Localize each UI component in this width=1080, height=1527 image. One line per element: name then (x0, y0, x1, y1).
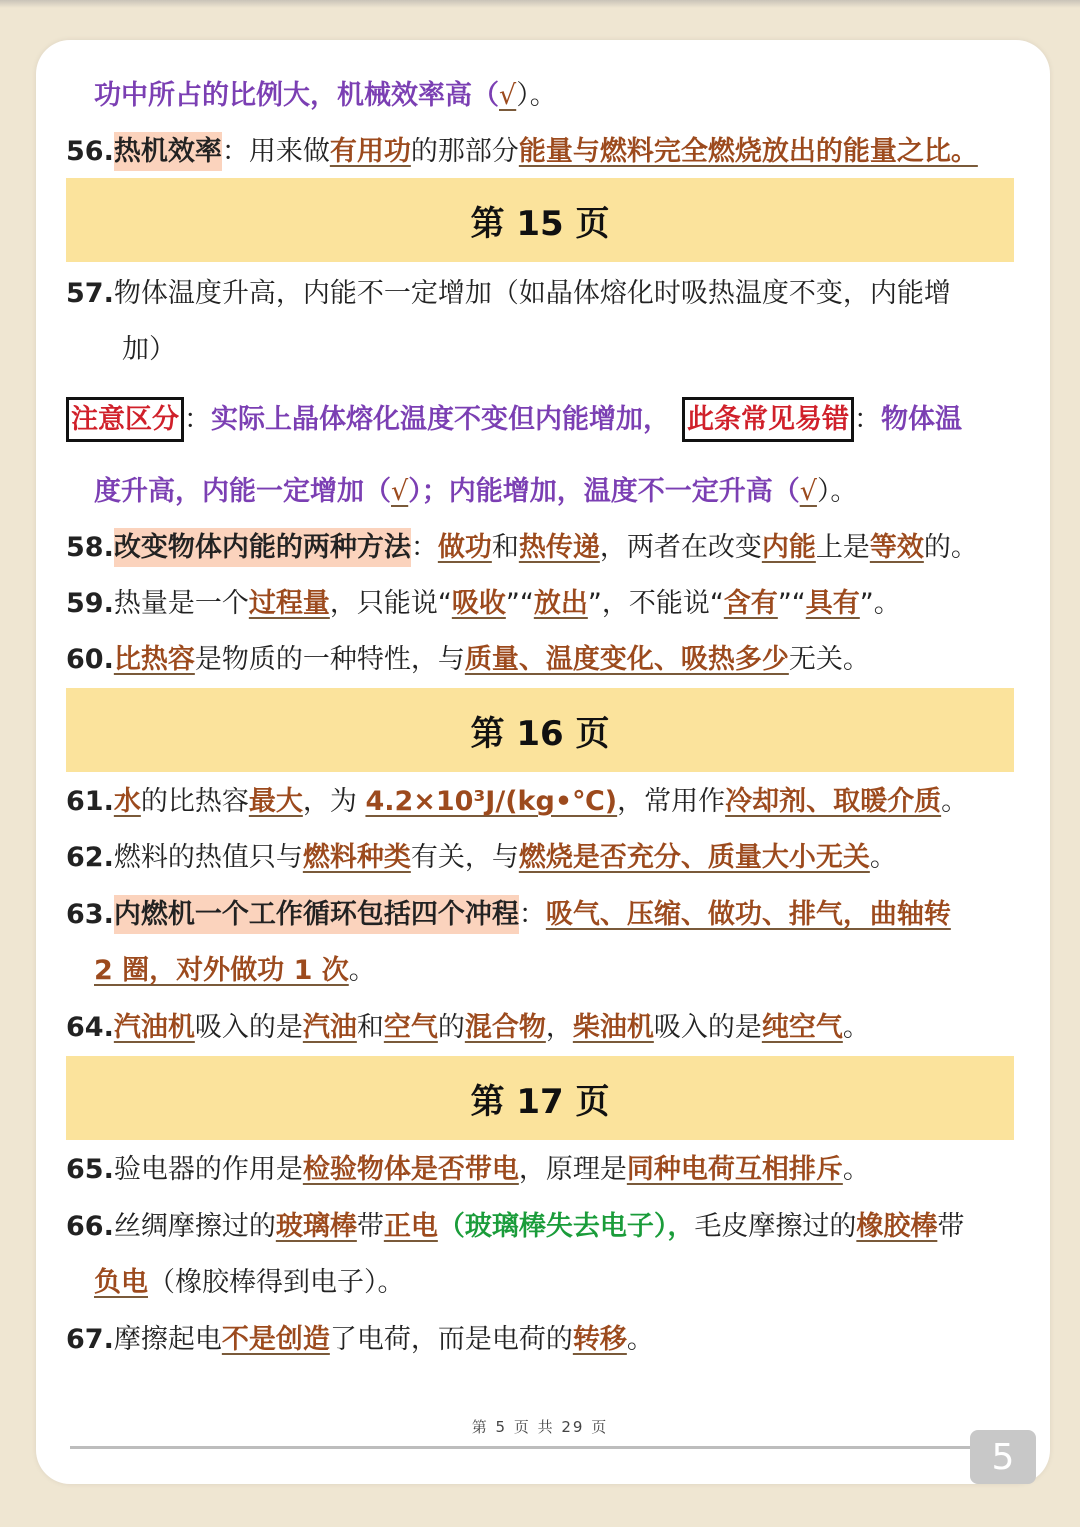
keyword: 能量与燃料完全燃烧放出的能量之比。 (518, 136, 978, 167)
note-box-common-error: 此条常见易错 (682, 397, 854, 442)
text: ： (410, 532, 438, 563)
text: 吸入的是 (653, 1012, 762, 1043)
text: ，常用作 (617, 786, 726, 817)
item-56 (66, 132, 1016, 172)
keyword: 空气 (383, 1012, 438, 1043)
page-number-badge: 5 (970, 1430, 1036, 1484)
text: 的 (437, 1012, 465, 1043)
keyword: 不是创造 (221, 1324, 330, 1355)
text: ”“ (777, 588, 806, 619)
text: 有关，与 (410, 842, 519, 873)
keyword: 汽油机 (113, 1012, 195, 1043)
text: 。 (348, 955, 376, 986)
green-note: （玻璃棒失去电子）， (437, 1211, 695, 1242)
keyword: 橡胶棒 (856, 1211, 938, 1242)
text: 吸入的是 (194, 1012, 303, 1043)
keyword: 检验物体是否带电 (302, 1154, 519, 1185)
keyword: 放出 (533, 588, 588, 619)
item-63-cont (94, 951, 1044, 991)
item-67 (66, 1320, 1016, 1360)
text: 物体温度升高，内能不一定增加（如晶体熔化时吸热温度不变，内能增 (113, 278, 951, 309)
text: 的。 (923, 532, 978, 563)
item-57 (66, 274, 1016, 314)
note-text: 物体温 (881, 404, 962, 435)
keyword: 燃料种类 (302, 842, 411, 873)
text: （橡胶棒得到电子）。 (148, 1267, 405, 1298)
continuation-end: ）。 (516, 80, 557, 111)
keyword: 有用功 (329, 136, 411, 167)
note-line (66, 400, 1016, 440)
text: 。 (626, 1324, 654, 1355)
item-65 (66, 1150, 1016, 1190)
item-60 (66, 640, 1016, 680)
text: ”“ (505, 588, 534, 619)
section-band-17: 第 17 页 (66, 1056, 1014, 1140)
term-highlight: 内燃机一个工作循环包括四个冲程 (114, 895, 519, 934)
keyword: 水 (113, 786, 141, 817)
text: 是物质的一种特性，与 (194, 644, 465, 675)
page-footer: 第 5 页 共 29 页 (471, 1418, 609, 1436)
section-band-16: 第 16 页 (66, 688, 1014, 772)
keyword: 4.2×10³J/(kg•℃) (365, 786, 618, 817)
item-59 (66, 584, 1016, 624)
text: 和 (356, 1012, 384, 1043)
text: ： (184, 404, 211, 435)
keyword: 内能 (761, 532, 816, 563)
keyword: 混合物 (464, 1012, 546, 1043)
note-text: 度升高，内能一定增加（ (94, 476, 391, 507)
keyword: 质量、温度变化、吸热多少 (464, 644, 789, 675)
text: ，只能说“ (329, 588, 452, 619)
keyword: 吸气、压缩、做功、排气，曲轴转 (545, 899, 951, 930)
item-number: 67. (66, 1324, 114, 1355)
text: ：用来做 (221, 136, 330, 167)
text: 。 (869, 842, 897, 873)
keyword: 正电 (383, 1211, 438, 1242)
keyword: 冷却剂、取暖介质 (725, 786, 942, 817)
keyword: 玻璃棒 (275, 1211, 357, 1242)
continuation-text: 功中所占的比例大，机械效率高（ (94, 80, 499, 111)
keyword: 负电 (94, 1267, 148, 1298)
item-63 (66, 895, 1016, 935)
text: ”，不能说“ (587, 588, 724, 619)
term-highlight: 热机效率 (114, 132, 222, 171)
text: 无关。 (788, 644, 870, 675)
keyword: 做功 (437, 532, 492, 563)
text: 上是 (815, 532, 870, 563)
text: 带 (356, 1211, 384, 1242)
item-number: 57. (66, 278, 114, 309)
keyword: 含有 (723, 588, 778, 619)
footer-divider (70, 1446, 1010, 1449)
keyword: 汽油 (302, 1012, 357, 1043)
item-number: 62. (66, 842, 114, 873)
keyword: 燃烧是否充分、质量大小无关 (518, 842, 870, 873)
item-number: 61. (66, 786, 114, 817)
note-text: ）；内能增加，温度不一定升高（ (408, 476, 800, 507)
keyword: 同种电荷互相排斥 (626, 1154, 843, 1185)
item-number: 60. (66, 644, 114, 675)
keyword: 具有 (805, 588, 860, 619)
text: 的那部分 (410, 136, 519, 167)
keyword: 最大 (248, 786, 303, 817)
keyword: 比热容 (113, 644, 195, 675)
text: 燃料的热值只与 (113, 842, 303, 873)
item-number: 63. (66, 899, 114, 930)
text: ，两者在改变 (599, 532, 762, 563)
item-62 (66, 838, 1016, 878)
note-box-distinguish: 注意区分 (66, 397, 184, 442)
text: 毛皮摩擦过的 (694, 1211, 857, 1242)
text: 热量是一个 (113, 588, 249, 619)
item-number: 65. (66, 1154, 114, 1185)
keyword: 热传递 (518, 532, 600, 563)
keyword: 吸收 (451, 588, 506, 619)
check-mark: √ (799, 476, 817, 507)
keyword: 转移 (572, 1324, 627, 1355)
text: 了电荷，而是电荷的 (329, 1324, 573, 1355)
text: ）。 (816, 476, 858, 507)
item-61 (66, 782, 1016, 822)
text: 。 (842, 1012, 870, 1043)
text: 丝绸摩擦过的 (113, 1211, 276, 1242)
text: ， (545, 1012, 573, 1043)
continuation-line (94, 76, 1044, 116)
item-64 (66, 1008, 1016, 1048)
keyword: 2 圈，对外做功 1 次 (94, 955, 349, 986)
text: 带 (937, 1211, 965, 1242)
item-58 (66, 528, 1016, 568)
check-mark: √ (391, 476, 409, 507)
section-band-15: 第 15 页 (66, 178, 1014, 262)
top-strip (0, 0, 1080, 8)
text: 和 (491, 532, 519, 563)
text: ： (854, 404, 881, 435)
text: ： (518, 899, 546, 930)
text: 验电器的作用是 (113, 1154, 303, 1185)
item-66-cont (94, 1263, 1044, 1303)
note-text: 实际上晶体熔化温度不变但内能增加， (211, 404, 670, 435)
text: 。 (941, 786, 969, 817)
item-number: 58. (66, 532, 114, 563)
keyword: 等效 (869, 532, 924, 563)
text: ，为 (302, 786, 366, 817)
item-number: 56. (66, 136, 114, 167)
term-highlight: 改变物体内能的两种方法 (114, 528, 411, 567)
keyword: 纯空气 (761, 1012, 843, 1043)
item-number: 64. (66, 1012, 114, 1043)
item-57-cont (122, 330, 1072, 370)
text: ，原理是 (518, 1154, 627, 1185)
text: 摩擦起电 (113, 1324, 222, 1355)
text: 的比热容 (140, 786, 249, 817)
text: 。 (842, 1154, 870, 1185)
item-number: 59. (66, 588, 114, 619)
check-mark: √ (499, 80, 517, 111)
note-line-cont (94, 472, 1044, 512)
keyword: 柴油机 (572, 1012, 654, 1043)
text: 加） (122, 334, 176, 365)
keyword: 过程量 (248, 588, 330, 619)
item-number: 66. (66, 1211, 114, 1242)
text: ”。 (859, 588, 901, 619)
item-66 (66, 1207, 1016, 1247)
